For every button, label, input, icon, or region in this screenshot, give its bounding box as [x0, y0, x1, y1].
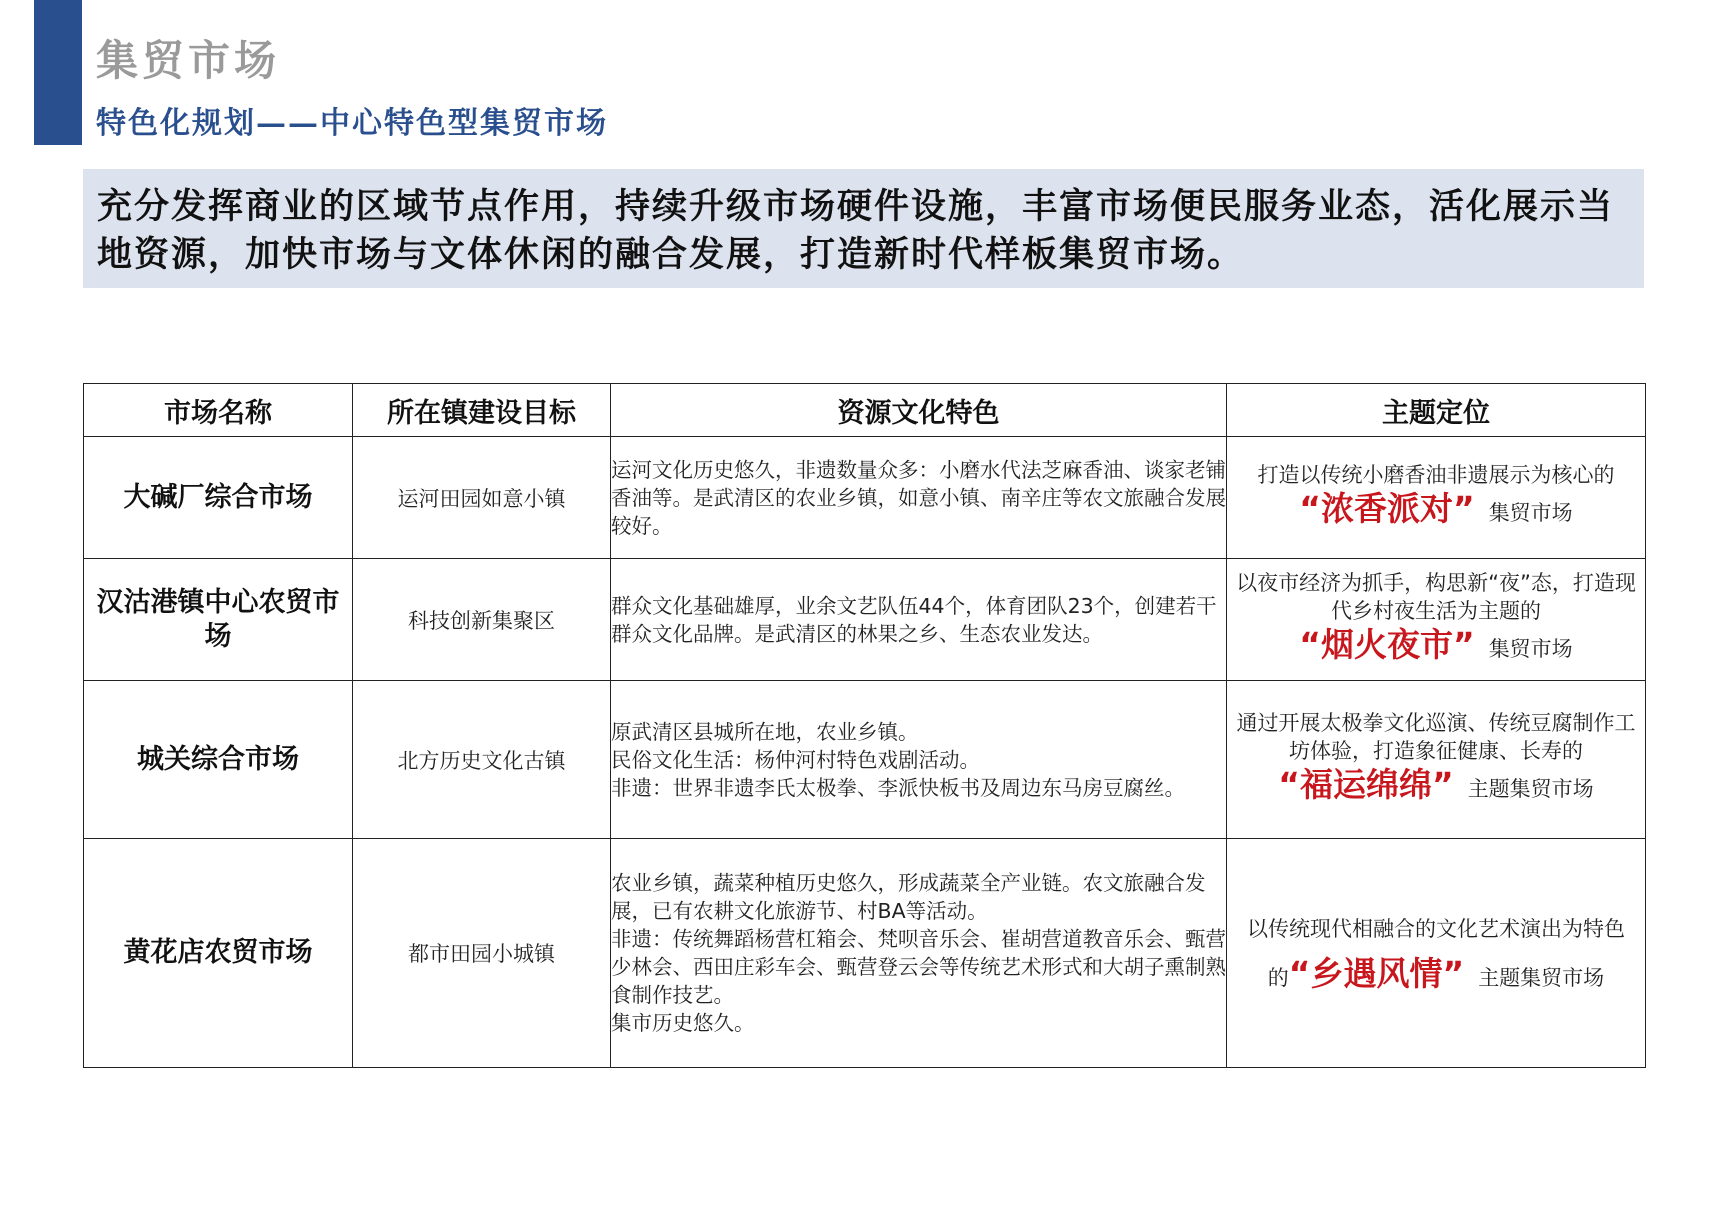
theme-highlight: “烟火夜市” [1299, 624, 1475, 664]
table-row [84, 437, 1646, 559]
theme-suffix: 集贸市场 [1488, 636, 1573, 661]
resources-cell [611, 437, 1227, 559]
table-header-row [84, 384, 1646, 437]
theme-suffix: 主题集贸市场 [1467, 776, 1594, 801]
header-resources: 资源文化特色 [611, 384, 1227, 437]
market-name: 黄花店农贸市场 [84, 839, 353, 1068]
town-goal: 科技创新集聚区 [353, 559, 611, 681]
resource-line: 集市历史悠久。 [611, 1011, 755, 1035]
page-subtitle: 特色化规划——中心特色型集贸市场 [96, 106, 608, 141]
theme-line [1227, 625, 1645, 671]
theme-highlight: “乡遇风情” [1288, 953, 1465, 993]
market-name: 城关综合市场 [84, 681, 353, 839]
theme-description: 以夜市经济为抓手，构思新“夜”态，打造现代乡村夜生活为主题的 [1236, 570, 1636, 623]
theme-cell [1227, 437, 1646, 559]
header-town-goal: 所在镇建设目标 [353, 384, 611, 437]
header-market-name: 市场名称 [84, 384, 353, 437]
intro-text: 充分发挥商业的区域节点作用，持续升级市场硬件设施，丰富市场便民服务业态，活化展示当地资源，加快市场与文体休闲的融合发展，打造新时代样板集贸市场。 [97, 186, 1615, 275]
theme-suffix: 集贸市场 [1488, 500, 1573, 525]
resources-cell [611, 559, 1227, 681]
theme-cell [1227, 559, 1646, 681]
table-row [84, 839, 1646, 1068]
resource-line: 农业乡镇，蔬菜种植历史悠久，形成蔬菜全产业链。农文旅融合发展，已有农耕文化旅游节、村BA等活动。 [611, 871, 1206, 923]
resource-line: 原武清区县城所在地，农业乡镇。 [611, 719, 919, 744]
market-name: 汉沽港镇中心农贸市场 [84, 559, 353, 681]
resource-line: 非遗：传统舞蹈杨营杠箱会、梵呗音乐会、崔胡营道教音乐会、甄营少林会、西田庄彩车会、甄营登云会等传统艺术形式和大胡子熏制熟食制作技艺。 [611, 927, 1226, 1007]
town-goal: 运河田园如意小镇 [353, 437, 611, 559]
theme-cell [1227, 839, 1646, 1068]
theme-cell [1227, 681, 1646, 839]
theme-highlight: “福运绵绵” [1278, 764, 1454, 804]
theme-line [1227, 765, 1645, 811]
theme-description: 通过开展太极拳文化巡演、传统豆腐制作工坊体验，打造象征健康、长寿的 [1236, 710, 1636, 763]
town-goal: 都市田园小城镇 [353, 839, 611, 1068]
header-theme: 主题定位 [1227, 384, 1646, 437]
theme-suffix: 主题集贸市场 [1478, 965, 1605, 990]
resource-line: 运河文化历史悠久，非遗数量众多：小磨水代法芝麻香油、谈家老铺香油等。是武清区的农业乡镇，如意小镇、南辛庄等农文旅融合发展较好。 [611, 457, 1226, 538]
markets-table [83, 383, 1646, 1068]
resource-line: 民俗文化生活：杨仲河村特色戏剧活动。 [611, 747, 980, 772]
theme-highlight: “浓香派对” [1299, 488, 1475, 528]
theme-description: 以传统现代相融合的文化艺术演出为特色的 [1247, 916, 1625, 990]
page-title: 集贸市场 [96, 36, 281, 85]
resources-cell [611, 839, 1227, 1068]
table-row [84, 681, 1646, 839]
theme-line [1227, 489, 1645, 535]
theme-description: 打造以传统小磨香油非遗展示为核心的 [1257, 462, 1615, 487]
town-goal: 北方历史文化古镇 [353, 681, 611, 839]
market-name: 大碱厂综合市场 [84, 437, 353, 559]
accent-bar [34, 0, 82, 145]
table-row [84, 559, 1646, 681]
intro-box [83, 169, 1644, 288]
resource-line: 非遗：世界非遗李氏太极拳、李派快板书及周边东马房豆腐丝。 [611, 775, 1185, 800]
resource-line: 群众文化基础雄厚，业余文艺队伍44个，体育团队23个，创建若干群众文化品牌。是武清区的林果之乡、生态农业发达。 [611, 593, 1217, 646]
resources-cell [611, 681, 1227, 839]
